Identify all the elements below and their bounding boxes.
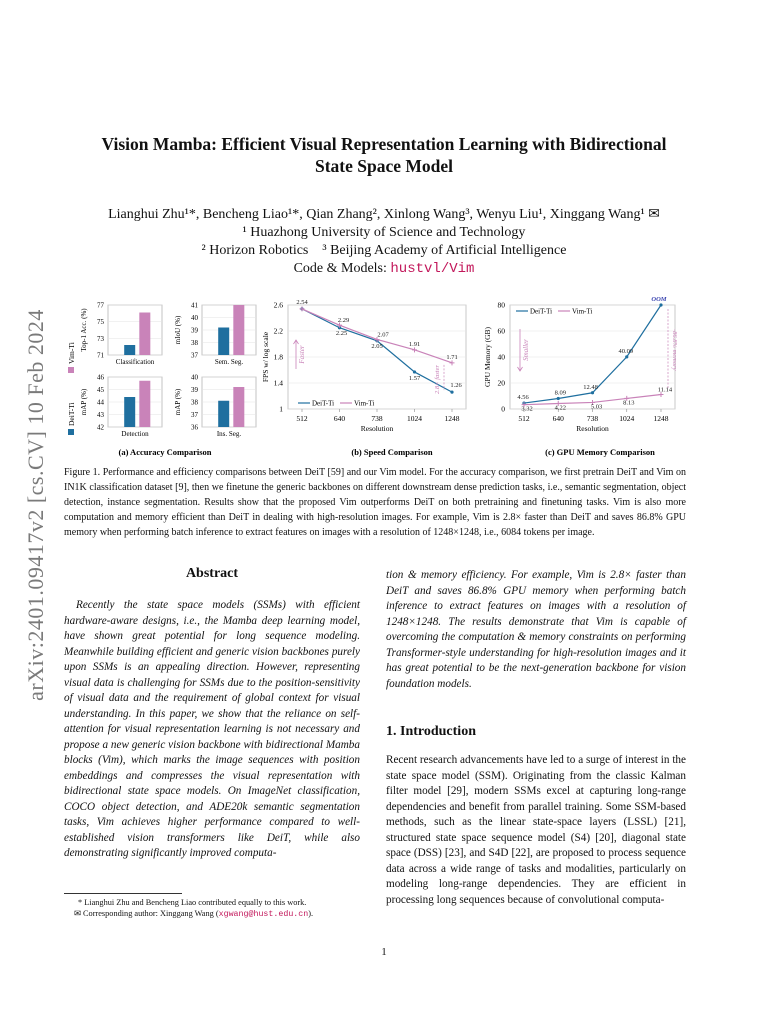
memory-chart: [483, 296, 678, 433]
legend-label-deit: DeiT-Ti: [67, 402, 76, 426]
x-tick-label: 738: [586, 414, 599, 423]
point-deit: [557, 397, 560, 400]
x-tick-label: 512: [518, 414, 530, 423]
y-tick-label: 75: [97, 318, 104, 327]
arxiv-id: arXiv:2401.09417v2 [cs.CV] 10 Feb 2024: [23, 309, 48, 701]
legend-a-bottom: [67, 402, 76, 435]
abstract-heading: Abstract: [185, 566, 239, 581]
x-axis-label: Resolution: [360, 424, 394, 433]
y-tick-label: 38: [191, 339, 198, 347]
paper-title: [80, 133, 688, 177]
point-deit: [413, 370, 416, 373]
affiliation-2: ² Horizon Robotics ³ Beijing Academy of Artificial Intelligence: [201, 243, 567, 258]
figure-caption: Figure 1. Performance and efficiency comparisons between DeiT [59] and our Vim model. For the accuracy comparison, we first pretrain DeiT and Vim on IN1K classification dataset [9], then we finetune the generic backbones on different downstream dense prediction tasks, i.e., semantic segmentation, object detection, instance segmentation. Results show that the proposed Vim outperforms DeiT on both pretraining and finetuning tasks. Vim is also more computation and memory efficient than DeiT in dealing with high-resolution images. For example, Vim is 2.8× faster than DeiT and saves 86.8% GPU memory when performing batch inference to extract features on images with a resolution of 1248×1248, i.e., 6084 tokens per image.: [64, 467, 686, 538]
data-label: 2.54: [296, 298, 308, 306]
bar-vim: [139, 313, 150, 356]
bar-deit: [124, 397, 135, 427]
y-tick-label: 39: [191, 326, 198, 335]
data-label: 4.22: [554, 404, 566, 412]
arxiv-sidebar: [6, 270, 66, 740]
point-deit: [659, 303, 662, 306]
data-label: 1.91: [408, 340, 421, 348]
footnotes: [64, 897, 360, 920]
accuracy-subplot: [80, 374, 162, 439]
y-tick-label: 40: [191, 373, 198, 382]
y-tick-label: 42: [97, 423, 104, 432]
legend-label: DeiT-Ti: [530, 307, 553, 316]
accuracy-subplot: [80, 302, 162, 367]
data-label: 40.09: [618, 347, 634, 355]
x-tick-label: 640: [552, 414, 564, 423]
x-axis-label: Resolution: [576, 424, 609, 433]
point-deit: [625, 355, 628, 358]
bar-deit: [218, 328, 229, 356]
subplot-ylabel: mIoU (%): [174, 315, 182, 345]
y-tick-label: 43: [97, 411, 104, 419]
subplot-label: Ins. Seg.: [216, 430, 242, 438]
title-line-2: State Space Model: [314, 156, 454, 176]
point-vim: [300, 306, 305, 311]
y-tick-label: 38: [191, 398, 198, 407]
x-tick-label: 512: [296, 414, 308, 423]
y-tick-label: 41: [191, 301, 198, 310]
introduction-text: Recent research advancements have led to a surge of interest in the state space model (SSM). Originating from the classic Kalman filter model [29], modern SSMs excel at capturing long-range dependencies and benefit from parallel training. Some SSM-based methods, such as the linear state-space layers (LSSL) [21], structured state space sequence model (S4) [20], diagonal state space (DSS) [23], and S4D [22], are proposed to process sequence data across a wide range of tasks and modalities, particularly on modeling long-range dependencies. They are efficient in processing long sequences because of convolutional computa-: [386, 754, 686, 906]
page-number: 1: [381, 946, 387, 958]
chart-legend: [298, 400, 374, 408]
subplot-label: Sem. Seg.: [214, 358, 244, 366]
abstract-continued: [386, 568, 686, 692]
data-label: 8.13: [623, 399, 635, 407]
x-tick-label: 738: [371, 414, 383, 423]
point-vim: [450, 360, 455, 365]
accuracy-panel: [67, 302, 256, 439]
y-tick-label: 46: [97, 373, 104, 382]
x-tick-label: 1248: [444, 414, 460, 423]
x-tick-label: 1248: [653, 414, 669, 423]
subplot-label: Detection: [121, 430, 149, 438]
abstract-text-left: Recently the state space models (SSMs) with efficient hardware-aware designs, i.e., the Mamba deep learning model, have shown great potential for long sequence modeling. Meanwhile building efficient and generic vision backbones purely upon SSMs is an appealing direction. However, representing visual data is challenging for SSMs due to the position-sensitivity of visual data and the requirement of global context for visual understanding. In this paper, we show that the reliance on self-attention for visual representation learning is not necessary and propose a new generic vision backbone with bidirectional Mamba blocks (Vim), which marks the image sequences with position embeddings and compresses the visual representation with bidirectional state space models. On ImageNet classification, COCO object detection, and ADE20k semantic segmentation tasks, Vim achieves higher performance compared to well-established vision transformers like DeiT, while also demonstrating significantly improved computa-: [64, 599, 360, 859]
y-tick-label: 44: [97, 398, 104, 407]
legend-a-top: [67, 342, 76, 373]
chart-legend: [516, 308, 592, 316]
y-tick-label: 37: [191, 411, 198, 419]
subplot-ylabel: Top-1 Acc. (%): [80, 308, 88, 352]
y-tick-label: 60: [497, 326, 505, 336]
y-tick-label: 0: [501, 404, 505, 414]
legend-label: Vim-Ti: [572, 307, 593, 316]
bar-deit: [218, 401, 229, 427]
title-line-1: Vision Mamba: Efficient Visual Representation Learning with Bidirectional: [101, 134, 667, 154]
legend-label: Vim-Ti: [354, 399, 375, 408]
point-deit: [591, 391, 594, 394]
y-tick-label: 80: [497, 300, 505, 310]
y-tick-label: 37: [191, 351, 198, 360]
data-label: 2.07: [377, 331, 389, 339]
caption-c: (c) GPU Memory Comparison: [545, 447, 655, 457]
faster-label: Faster: [298, 345, 306, 364]
y-tick-label: 39: [191, 386, 198, 394]
affiliation-1: ¹ Huazhong University of Science and Technology: [242, 225, 526, 240]
figure-1: [67, 295, 700, 460]
y-tick-label: 45: [97, 386, 104, 394]
data-label: 1.71: [446, 353, 458, 361]
data-label: 2.25: [335, 329, 348, 337]
data-label: 12.48: [583, 383, 598, 391]
introduction-heading: 1. Introduction: [386, 724, 476, 739]
footnote-1: * Lianghui Zhu and Bencheng Liao contributed equally to this work.: [78, 898, 307, 907]
y-tick-label: 1: [279, 404, 283, 414]
y-tick-label: 36: [191, 423, 198, 432]
abstract-text-right: tion & memory efficiency. For example, Vim is 2.8× faster than DeiT and saves 86.8% GPU memory when performing batch inference to extract features on images with a resolution of 1248×1248. The results demonstrate that Vim is capable of overcoming the computation & memory constraints on performing Transformer-style understanding for high-resolution images and it has great potential to be the next-generation backbone for vision foundation models.: [386, 569, 686, 690]
data-label: 1.26: [450, 382, 462, 390]
bar-deit: [124, 345, 135, 355]
y-tick-label: 77: [97, 301, 104, 310]
accuracy-subplot: [174, 374, 256, 439]
subplot-ylabel: mAP (%): [80, 388, 88, 416]
code-line: [60, 260, 708, 278]
legend-swatch-vim: [68, 367, 74, 373]
footnote-rule: [64, 893, 182, 894]
data-label: OOM: [651, 296, 667, 303]
data-label: 5.03: [590, 403, 603, 411]
y-axis-label: GPU Memory (GB): [483, 327, 492, 387]
y-tick-label: 40: [191, 314, 198, 322]
bar-vim: [233, 387, 244, 427]
legend-swatch-deit: [68, 429, 74, 435]
footnote-2: [64, 908, 360, 920]
corresponding-email[interactable]: xgwang@hust.edu.cn: [218, 910, 309, 919]
smaller-label: Smaller: [522, 339, 530, 361]
speed-chart: [261, 299, 466, 433]
bar-vim: [233, 305, 244, 355]
legend-label-vim: Vim-Ti: [67, 342, 76, 364]
y-tick-label: 73: [97, 334, 104, 343]
footnote-2-suffix: ).: [308, 909, 314, 918]
introduction-section: [386, 724, 686, 908]
y-tick-label: 71: [97, 351, 104, 360]
abstract-section: [64, 566, 360, 862]
author-block: [60, 206, 708, 278]
legend-label: DeiT-Ti: [312, 399, 335, 408]
data-label: 2.29: [337, 317, 350, 325]
point-vim: [412, 347, 417, 352]
caption-a: (a) Accuracy Comparison: [118, 447, 212, 457]
line-deit: [302, 309, 452, 392]
data-label: 2.05: [371, 342, 383, 350]
bar-vim: [139, 381, 150, 427]
x-tick-label: 1024: [619, 414, 635, 423]
data-label: 8.09: [554, 389, 566, 397]
code-label: Code & Models:: [293, 261, 391, 276]
memory-saving-label: -86.8% memory: [671, 328, 678, 371]
x-tick-label: 640: [333, 414, 346, 423]
data-label: 11.14: [657, 386, 673, 394]
author-list: Lianghui Zhu¹*, Bencheng Liao¹*, Qian Zhang², Xinlong Wang³, Wenyu Liu¹, Xinggang Wang¹ ✉: [108, 207, 660, 222]
y-tick-label: 1.8: [273, 352, 283, 362]
data-label: 1.57: [408, 374, 421, 382]
y-tick-label: 1.4: [273, 378, 283, 388]
accuracy-subplot: [174, 302, 256, 367]
caption-b: (b) Speed Comparison: [351, 447, 433, 457]
code-link[interactable]: hustvl/Vim: [390, 261, 475, 277]
y-tick-label: 20: [497, 378, 505, 388]
subplot-ylabel: mAP (%): [174, 388, 182, 416]
speedup-label: 2.8× faster: [434, 364, 441, 394]
data-label: 4.56: [517, 394, 529, 402]
subplot-label: Classification: [115, 358, 155, 366]
y-tick-label: 2.6: [273, 300, 283, 310]
footnote-2-prefix: ✉ Corresponding author: Xinggang Wang (: [74, 909, 219, 918]
x-tick-label: 1024: [407, 414, 422, 423]
y-tick-label: 2.2: [273, 326, 283, 336]
data-label: 3.32: [521, 405, 533, 413]
y-tick-label: 40: [497, 352, 505, 362]
point-deit: [450, 391, 453, 394]
y-axis-label: FPS w/ log scale: [261, 331, 270, 383]
